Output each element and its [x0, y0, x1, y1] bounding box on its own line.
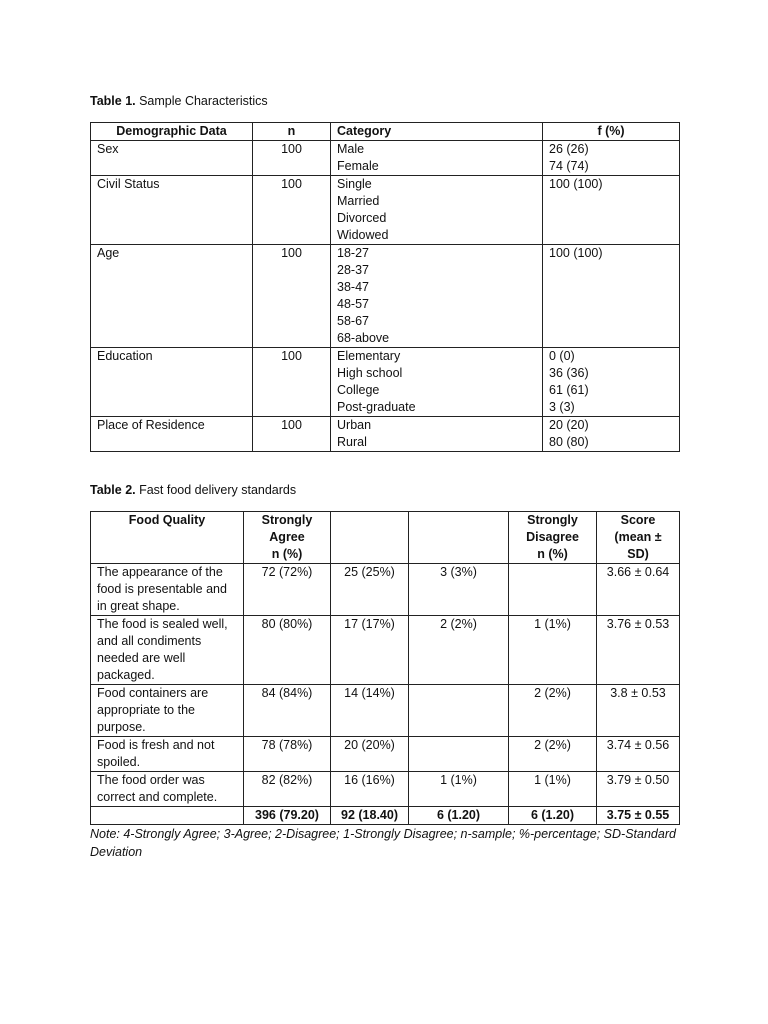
table2-agree-cell: 14 (14%) [331, 685, 409, 737]
table1-category-item: Urban [337, 418, 372, 432]
table1-n-cell: 100 [253, 348, 331, 417]
table1-freq-cell [543, 176, 680, 245]
table1-header-category: Category [331, 123, 543, 141]
table1-header-demographic: Demographic Data [91, 123, 253, 141]
table2-header-row [91, 512, 680, 564]
header-line: n (%) [537, 547, 568, 561]
header-line: Strongly [527, 513, 578, 527]
table2-row [91, 564, 680, 616]
table2-caption [90, 483, 296, 497]
table2-strongly-disagree-cell: 6 (1.20) [509, 807, 597, 825]
table1-category-item: Divorced [337, 211, 387, 225]
table2-disagree-cell [409, 685, 509, 737]
header-line: SD) [627, 547, 649, 561]
table2-row [91, 616, 680, 685]
header-line: Strongly [261, 513, 313, 527]
table1-category-item: 38-47 [337, 280, 369, 294]
table1-n-cell: 100 [253, 141, 331, 176]
header-line: Agree [269, 530, 305, 544]
table1-row [91, 141, 680, 176]
table1-category-cell [331, 245, 543, 348]
table2-strongly-agree-cell: 84 (84%) [244, 685, 331, 737]
table2-header-food-quality: Food Quality [91, 512, 244, 564]
header-line: Score [620, 513, 656, 527]
table1-category-item: 58-67 [337, 314, 369, 328]
table2-item-cell: Food containers are appropriate to the purpose. [91, 685, 244, 737]
table2-strongly-agree-cell: 78 (78%) [244, 737, 331, 772]
table2-row [91, 685, 680, 737]
table1-category-item: Widowed [337, 228, 389, 242]
table1-freq-item: 80 (80) [549, 435, 589, 449]
table1-category-item: Single [337, 177, 372, 191]
table1-freq-item: 20 (20) [549, 418, 589, 432]
table2-item-cell [91, 807, 244, 825]
table1-demographic-cell: Education [91, 348, 253, 417]
table1-category-cell [331, 417, 543, 452]
table1-demographic-cell: Place of Residence [91, 417, 253, 452]
table1-row [91, 417, 680, 452]
header-line: (mean ± [614, 530, 662, 544]
table1-demographic-cell: Age [91, 245, 253, 348]
header-line: Disagree [526, 530, 579, 544]
table1-freq-cell [543, 417, 680, 452]
table1-category-item: High school [337, 366, 403, 380]
table1-category-item: College [337, 383, 380, 397]
table2-score-cell: 3.76 ± 0.53 [597, 616, 680, 685]
table2-strongly-disagree-cell: 1 (1%) [509, 616, 597, 685]
table1-freq-item: 26 (26) [549, 142, 589, 156]
table1-n-cell: 100 [253, 417, 331, 452]
table1-category-item: Female [337, 159, 379, 173]
table1-demographic-cell: Civil Status [91, 176, 253, 245]
fast-food-delivery-table [90, 511, 680, 825]
table2-strongly-agree-cell: 396 (79.20) [244, 807, 331, 825]
table2-strongly-agree-cell: 80 (80%) [244, 616, 331, 685]
table1-category-cell [331, 176, 543, 245]
table2-row [91, 737, 680, 772]
table2-item-cell: Food is fresh and not spoiled. [91, 737, 244, 772]
table2-item-cell: The food is sealed well, and all condiments needed are well packaged. [91, 616, 244, 685]
table2-agree-cell: 25 (25%) [331, 564, 409, 616]
table1-category-item: 28-37 [337, 263, 369, 277]
table2-note: Note: 4-Strongly Agree; 3-Agree; 2-Disagree; 1-Strongly Disagree; n-sample; %-percentage; SD-Standard Deviation [90, 827, 676, 859]
table2-agree-cell: 92 (18.40) [331, 807, 409, 825]
table2-strongly-disagree-cell: 1 (1%) [509, 772, 597, 807]
table2-agree-cell: 20 (20%) [331, 737, 409, 772]
table2-agree-cell: 17 (17%) [331, 616, 409, 685]
table1-category-item: Elementary [337, 349, 401, 363]
table2-disagree-cell: 3 (3%) [409, 564, 509, 616]
table1-category-item: Married [337, 194, 380, 208]
table2-row [91, 772, 680, 807]
table2-caption-label: Table 2. [90, 483, 136, 497]
table1-freq-item: 61 (61) [549, 383, 589, 397]
table1-caption [90, 94, 268, 108]
table1-freq-item: 100 (100) [549, 246, 603, 260]
table1-freq-item: 74 (74) [549, 159, 589, 173]
table2-agree-cell: 16 (16%) [331, 772, 409, 807]
table1-caption-label: Table 1. [90, 94, 136, 108]
table2-strongly-disagree-cell: 2 (2%) [509, 737, 597, 772]
table2-header-strongly-disagree [509, 512, 597, 564]
table2-caption-text: Fast food delivery standards [135, 483, 297, 497]
table2-score-cell: 3.8 ± 0.53 [597, 685, 680, 737]
table1-row [91, 245, 680, 348]
sample-characteristics-table [90, 122, 680, 452]
table1-row [91, 176, 680, 245]
table1-category-cell [331, 348, 543, 417]
table1-category-cell [331, 141, 543, 176]
table2-item-cell: The appearance of the food is presentable and in great shape. [91, 564, 244, 616]
table2-item-cell: The food order was correct and complete. [91, 772, 244, 807]
table1-caption-text: Sample Characteristics [135, 94, 268, 108]
table1-freq-cell [543, 141, 680, 176]
table2-strongly-agree-cell: 82 (82%) [244, 772, 331, 807]
table1-freq-item: 36 (36) [549, 366, 589, 380]
table2-score-cell: 3.74 ± 0.56 [597, 737, 680, 772]
table2-header-disagree [409, 512, 509, 564]
table2-score-cell: 3.75 ± 0.55 [597, 807, 680, 825]
table2-total-row [91, 807, 680, 825]
table1-category-item: 48-57 [337, 297, 369, 311]
table1-category-item: Rural [337, 435, 367, 449]
table1-freq-cell [543, 245, 680, 348]
table1-category-item: Post-graduate [337, 400, 416, 414]
table1-row [91, 348, 680, 417]
table2-disagree-cell: 2 (2%) [409, 616, 509, 685]
table2-header-score [597, 512, 680, 564]
table1-header-n: n [253, 123, 331, 141]
table1-freq-item: 0 (0) [549, 349, 575, 363]
table2-header-strongly-agree [244, 512, 331, 564]
table2-disagree-cell [409, 737, 509, 772]
table1-demographic-cell: Sex [91, 141, 253, 176]
table1-n-cell: 100 [253, 176, 331, 245]
table1-category-item: 68-above [337, 331, 390, 345]
table2-disagree-cell: 6 (1.20) [409, 807, 509, 825]
table2-disagree-cell: 1 (1%) [409, 772, 509, 807]
table1-n-cell: 100 [253, 245, 331, 348]
table1-header-row [91, 123, 680, 141]
table2-strongly-disagree-cell [509, 564, 597, 616]
table1-header-freq: f (%) [543, 123, 680, 141]
table2-header-agree [331, 512, 409, 564]
table1-freq-item: 3 (3) [549, 400, 575, 414]
table1-freq-cell [543, 348, 680, 417]
table1-category-item: Male [337, 142, 365, 156]
table1-freq-item: 100 (100) [549, 177, 603, 191]
table2-strongly-agree-cell: 72 (72%) [244, 564, 331, 616]
table1-category-item: 18-27 [337, 246, 369, 260]
table2-strongly-disagree-cell: 2 (2%) [509, 685, 597, 737]
header-line: n (%) [271, 547, 303, 561]
table2-score-cell: 3.79 ± 0.50 [597, 772, 680, 807]
table2-score-cell: 3.66 ± 0.64 [597, 564, 680, 616]
